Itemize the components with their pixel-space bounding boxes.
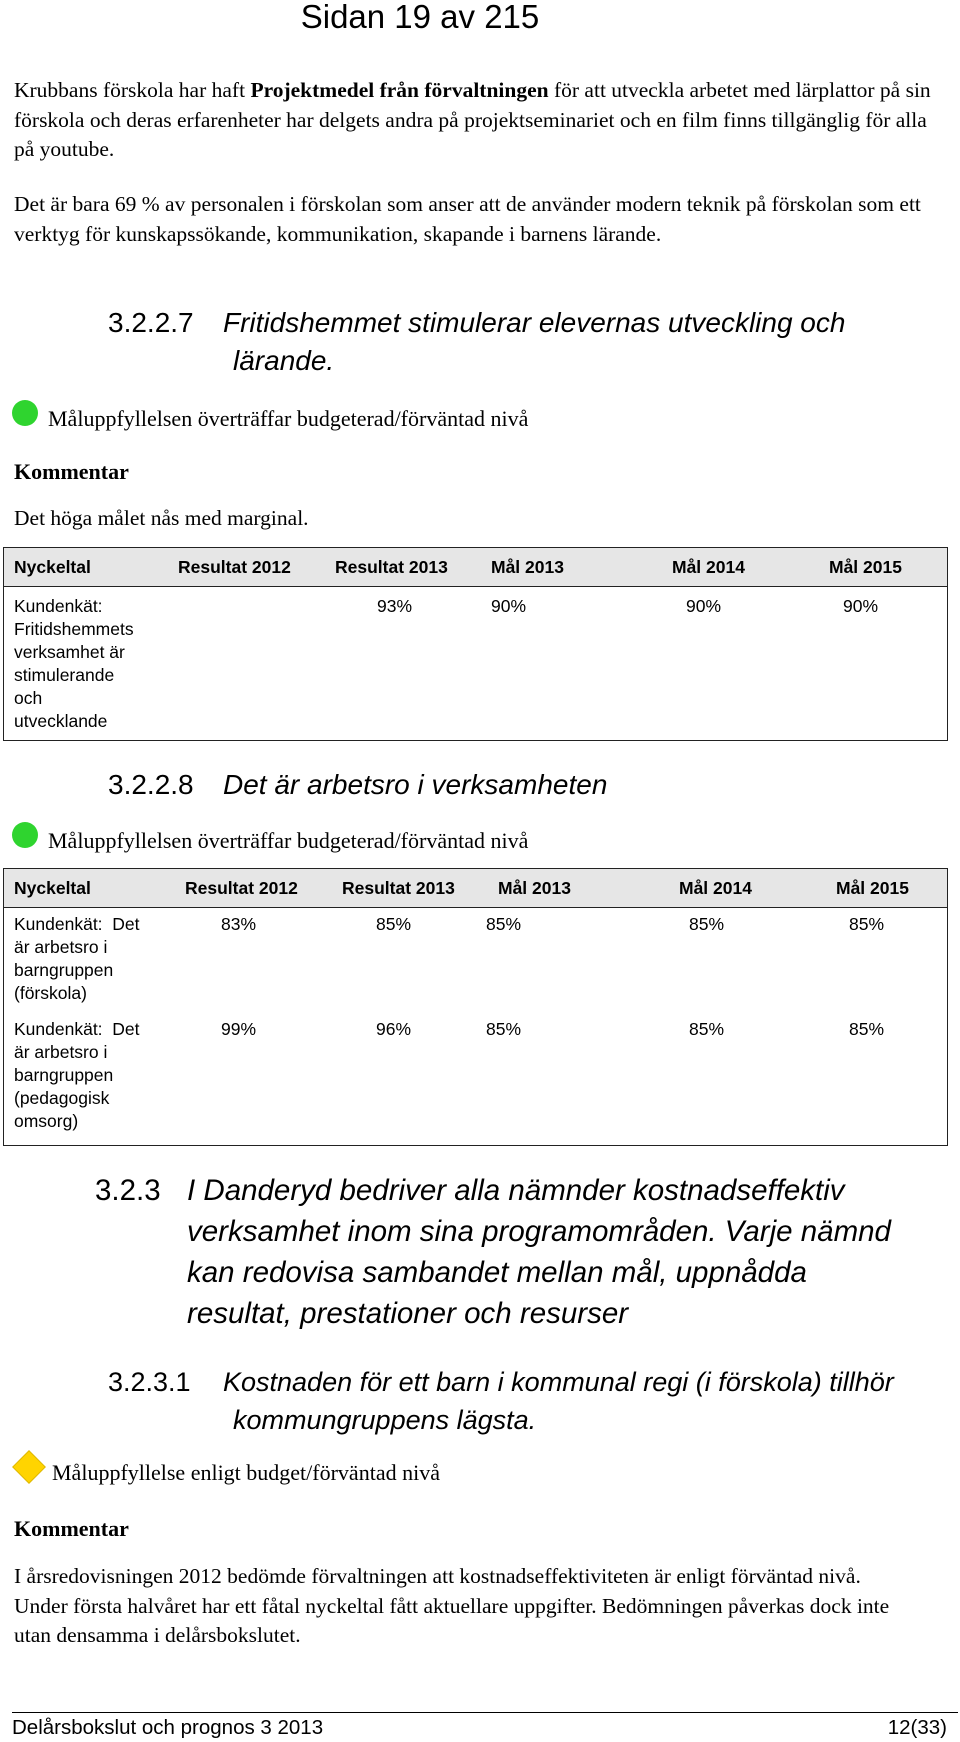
section-title-line: resultat, prestationer och resurser bbox=[187, 1297, 629, 1330]
kpi-table-3228 bbox=[3, 868, 948, 1146]
table-row bbox=[4, 908, 947, 1013]
label-line: barngruppen bbox=[14, 960, 114, 980]
section-heading-3227-line2: lärande. bbox=[233, 345, 335, 376]
label-line: utvecklande bbox=[14, 711, 108, 731]
section-title: Det är arbetsro i verksamheten bbox=[223, 769, 608, 800]
section-heading-3227 bbox=[108, 304, 948, 342]
status-row-3228 bbox=[12, 826, 528, 856]
section-number: 3.2.2.8 bbox=[108, 769, 194, 800]
th-resultat-2013: Resultat 2013 bbox=[342, 877, 455, 898]
comment-heading: Kommentar bbox=[14, 1516, 129, 1541]
footer-divider bbox=[12, 1712, 958, 1713]
status-text: Måluppfyllelse enligt budget/förväntad nivå bbox=[52, 1460, 440, 1485]
th-resultat-2012: Resultat 2012 bbox=[178, 556, 291, 577]
table-row bbox=[4, 1013, 947, 1133]
footer-page-number: 12(33) bbox=[887, 1716, 947, 1739]
row-label bbox=[4, 1018, 211, 1133]
cell-resultat-2013: 96% bbox=[376, 1019, 412, 1039]
label-line: är arbetsro i bbox=[14, 1042, 108, 1062]
comment-text: I årsredovisningen 2012 bedömde förvaltningen att kostnadseffektiviteten är enligt förväntad nivå. Under första halvåret har ett fåtal nyckeltal fått aktuellare uppgifter. Bedömningen påverkas dock inte utan densamma i delårsbokslutet. bbox=[14, 1564, 890, 1647]
row-label bbox=[4, 595, 168, 733]
green-status-icon bbox=[12, 822, 38, 848]
section-heading-3231 bbox=[108, 1363, 958, 1401]
cell-resultat-2012: 83% bbox=[221, 914, 257, 934]
th-mal-2014: Mål 2014 bbox=[672, 556, 745, 577]
th-resultat-2013: Resultat 2013 bbox=[335, 556, 448, 577]
th-mal-2013: Mål 2013 bbox=[491, 556, 564, 577]
yellow-diamond-status-icon bbox=[13, 1451, 44, 1482]
cell-mal-2013: 90% bbox=[491, 596, 527, 616]
cell-mal-2015: 85% bbox=[849, 914, 885, 934]
heading-line bbox=[95, 1170, 955, 1211]
cell-resultat-2012 bbox=[168, 595, 325, 733]
label-line: är arbetsro i bbox=[14, 937, 108, 957]
label-line: och bbox=[14, 688, 43, 708]
intro-text-after: för att utveckla arbetet med lärplattor på sin förskola och deras erfarenheter har delgets andra på projektseminariet och en film finns tillgänglig för alla på youtube. bbox=[14, 78, 931, 161]
table-header-row bbox=[4, 869, 947, 908]
section-title-line: kan redovisa sambandet mellan mål, uppnådda bbox=[187, 1256, 807, 1289]
label-line: barngruppen bbox=[14, 1065, 114, 1085]
label-line: stimulerande bbox=[14, 665, 115, 685]
section-number: 3.2.3 bbox=[95, 1174, 161, 1207]
comment-heading: Kommentar bbox=[14, 459, 129, 484]
label-line: Kundenkät: Det bbox=[14, 1019, 140, 1039]
section-number: 3.2.2.7 bbox=[108, 307, 194, 338]
section-heading-3228 bbox=[108, 766, 948, 804]
kpi-table-3227 bbox=[3, 547, 948, 741]
section-title-line: verksamhet inom sina programområden. Varje nämnd bbox=[187, 1215, 891, 1248]
table-row bbox=[4, 548, 947, 733]
section-title-line: I Danderyd bedriver alla nämnder kostnadseffektiv bbox=[187, 1174, 845, 1207]
intro-paragraph-1 bbox=[14, 76, 944, 165]
status-text: Måluppfyllelsen överträffar budgeterad/förväntad nivå bbox=[48, 406, 529, 431]
label-line: Kundenkät: Det bbox=[14, 914, 140, 934]
row-label bbox=[4, 913, 211, 1013]
th-resultat-2012: Resultat 2012 bbox=[185, 877, 298, 898]
cell-mal-2014: 85% bbox=[689, 1019, 725, 1039]
cell-resultat-2013: 93% bbox=[377, 596, 413, 616]
section-heading-323 bbox=[95, 1170, 955, 1334]
label-line: (pedagogisk bbox=[14, 1088, 110, 1108]
label-line: omsorg) bbox=[14, 1111, 79, 1131]
th-nyckeltal: Nyckeltal bbox=[14, 877, 91, 898]
cell-mal-2015: 90% bbox=[843, 596, 879, 616]
cell-mal-2015: 85% bbox=[849, 1019, 885, 1039]
cell-mal-2013: 85% bbox=[486, 1019, 522, 1039]
th-mal-2013: Mål 2013 bbox=[498, 877, 571, 898]
label-line: (förskola) bbox=[14, 983, 87, 1003]
section-title-line1: Fritidshemmet stimulerar elevernas utveckling och bbox=[223, 307, 846, 338]
intro-paragraph-2: Det är bara 69 % av personalen i förskolan som anser att de använder modern teknik på förskolan som ett verktyg för kunskapssökande, kommunikation, skapande i barnens lärande. bbox=[14, 192, 921, 246]
th-mal-2015: Mål 2015 bbox=[829, 556, 902, 577]
cell-mal-2014: 90% bbox=[686, 596, 722, 616]
section-title-line1: Kostnaden för ett barn i kommunal regi (i förskola) tillhör bbox=[223, 1367, 894, 1397]
status-row-3231 bbox=[12, 1458, 440, 1488]
intro-text-before: Krubbans förskola har haft bbox=[14, 78, 251, 102]
label-line: Fritidshemmets bbox=[14, 619, 134, 639]
cell-mal-2013: 85% bbox=[486, 914, 522, 934]
th-mal-2014: Mål 2014 bbox=[679, 877, 752, 898]
page-header: Sidan 19 av 215 bbox=[300, 0, 540, 35]
cell-resultat-2013: 85% bbox=[376, 914, 412, 934]
th-nyckeltal: Nyckeltal bbox=[14, 556, 91, 577]
intro-bold-text: Projektmedel från förvaltningen bbox=[250, 78, 549, 102]
th-mal-2015: Mål 2015 bbox=[836, 877, 909, 898]
label-line: verksamhet är bbox=[14, 642, 125, 662]
comment-text: Det höga målet nås med marginal. bbox=[14, 506, 309, 530]
section-number: 3.2.3.1 bbox=[108, 1367, 191, 1397]
label-line: Kundenkät: bbox=[14, 596, 103, 616]
status-row-3227 bbox=[12, 404, 528, 434]
cell-resultat-2012: 99% bbox=[221, 1019, 257, 1039]
green-status-icon bbox=[12, 400, 38, 426]
status-text: Måluppfyllelsen överträffar budgeterad/förväntad nivå bbox=[48, 828, 529, 853]
section-heading-3231-line2: kommungruppens lägsta. bbox=[233, 1405, 537, 1435]
footer-title: Delårsbokslut och prognos 3 2013 bbox=[12, 1716, 324, 1739]
footer bbox=[12, 1716, 947, 1740]
cell-mal-2014: 85% bbox=[689, 914, 725, 934]
